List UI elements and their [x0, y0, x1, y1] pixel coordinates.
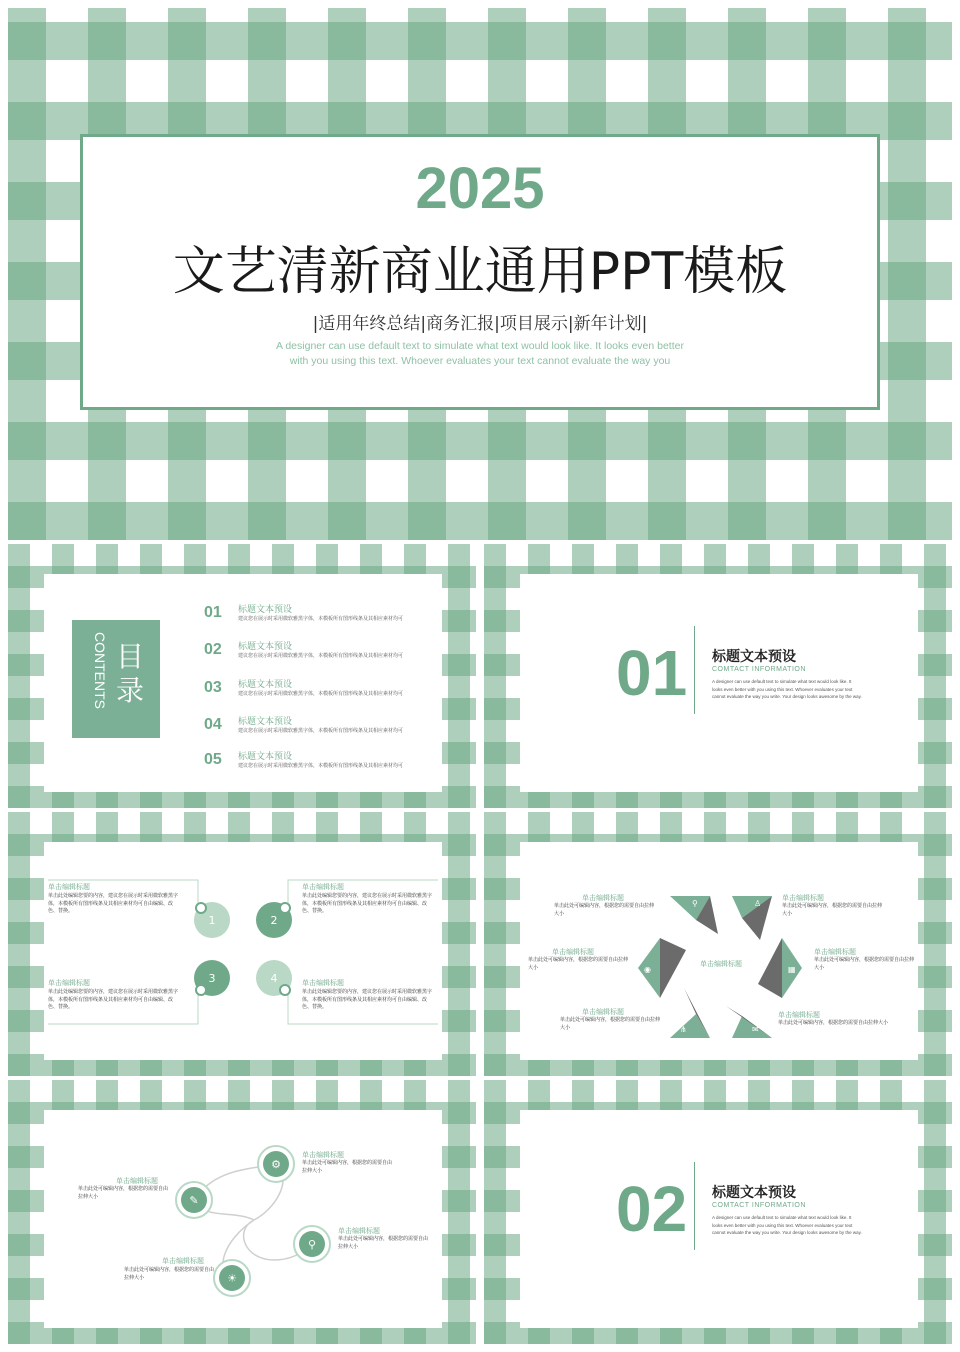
path-diagram	[44, 1110, 442, 1328]
cycle-desc: 单击此处可编辑内容，根据您的需要自由拉伸大小	[528, 957, 629, 971]
gear-icon: ⚙	[271, 1158, 281, 1171]
path-label[interactable]: 单击编辑标题	[116, 1177, 158, 1185]
cover-subtitle-line1: A designer can use default text to simulate what text would look like. It looks even better	[276, 340, 684, 352]
cover-tags: |适用年终总结|商务汇报|项目展示|新年计划|	[312, 314, 648, 334]
path-card	[44, 1110, 442, 1328]
path-desc: 单击此处可编辑内容，根据您的需要自由拉伸大小	[78, 1186, 169, 1200]
toc-item-title: 标题文本预设	[238, 642, 293, 652]
path-desc: 单击此处可编辑内容，根据您的需要自由拉伸大小	[124, 1267, 215, 1281]
toc-item-desc: 建议您在展示时采用微软雅黑字体，本模板所有图形线条及其相应素材均可	[238, 763, 404, 769]
steps-slide[interactable]	[8, 812, 476, 1076]
step-number: 2	[270, 914, 278, 927]
cycle-desc: 单击此处可编辑内容，根据您的需要自由拉伸大小	[554, 903, 655, 917]
step-label[interactable]: 单击编辑标题	[48, 979, 90, 987]
toc-item-title: 标题文本预设	[238, 752, 293, 762]
toc-title-box	[72, 620, 160, 738]
cycle-label[interactable]: 单击编辑标题	[778, 1011, 820, 1019]
toc-item-num: 01	[204, 604, 222, 621]
chat-icon: ✉	[752, 1025, 759, 1034]
path-label[interactable]: 单击编辑标题	[338, 1227, 380, 1235]
eye-icon: ◉	[644, 965, 651, 974]
step-number: 1	[208, 914, 216, 927]
section-divider	[694, 1162, 695, 1250]
lightbulb-icon: ⚲	[692, 899, 698, 908]
step-number: 3	[208, 972, 216, 985]
section-subtitle-en: COMTACT INFORMATION	[712, 1202, 806, 1209]
cycle-desc: 单击此处可编辑内容，根据您的需要自由拉伸大小	[814, 957, 915, 971]
cover-title-card	[80, 134, 880, 410]
toc-item-desc: 建议您在展示时采用微软雅黑字体，本模板所有图形线条及其相应素材均可	[238, 653, 404, 659]
step-desc: 单击此处编辑您要的内容，建议您在展示时采用微软雅黑字体，本模板所有图形线条及其相应素材均可自由编辑、改色、替换。	[302, 893, 433, 914]
step-dot	[280, 903, 290, 913]
cycle-desc: 单击此处可编辑内容，根据您的需要自由拉伸大小	[560, 1017, 661, 1031]
step-number: 4	[270, 972, 278, 985]
section-02-card	[520, 1110, 918, 1328]
cycle-label[interactable]: 单击编辑标题	[582, 894, 624, 902]
toc-item-num: 05	[204, 751, 222, 768]
toc-item-title: 标题文本预设	[238, 605, 293, 615]
section-number: 02	[616, 1173, 688, 1245]
step-desc: 单击此处编辑您要的内容，建议您在展示时采用微软雅黑字体，本模板所有图形线条及其相应素材均可自由编辑、改色、替换。	[48, 989, 179, 1010]
step-dot	[196, 985, 206, 995]
cover-year: 2025	[415, 156, 545, 221]
toc-item-desc: 建议您在展示时采用微软雅黑字体，本模板所有图形线条及其相应素材均可	[238, 616, 404, 622]
toc-item-desc: 建议您在展示时采用微软雅黑字体，本模板所有图形线条及其相应素材均可	[238, 728, 404, 734]
toc-item-desc: 建议您在展示时采用微软雅黑字体，本模板所有图形线条及其相应素材均可	[238, 691, 404, 697]
cycle-card	[520, 842, 918, 1060]
cycle-arrow	[660, 938, 686, 998]
cycle-desc: 单击此处可编辑内容，根据您的需要自由拉伸大小	[778, 1020, 889, 1026]
section-01-card	[520, 574, 918, 792]
step-label[interactable]: 单击编辑标题	[302, 979, 344, 987]
cycle-label[interactable]: 单击编辑标题	[782, 894, 824, 902]
cycle-desc: 单击此处可编辑内容，根据您的需要自由拉伸大小	[782, 903, 883, 917]
cycle-label[interactable]: 单击编辑标题	[552, 948, 594, 956]
cover-subtitle	[253, 339, 707, 369]
search-icon: ⚲	[307, 1238, 317, 1251]
calendar-icon: ▦	[788, 965, 796, 974]
section-description: A designer can use default text to simulate what text would look like. It looks even better with you using this text. Whoever evaluates your text cannot evaluate the way you write. Your design looks awesome by the way.	[712, 679, 862, 699]
cycle-label[interactable]: 单击编辑标题	[582, 1008, 624, 1016]
toc-card	[44, 574, 442, 792]
share-icon: ⋔	[680, 1025, 687, 1034]
toc-item-num: 02	[204, 641, 222, 658]
step-dot	[196, 903, 206, 913]
pencil-icon: ✎	[189, 1194, 199, 1207]
section-number: 01	[616, 637, 688, 709]
path-desc: 单击此处可编辑内容，根据您的需要自由拉伸大小	[302, 1160, 393, 1174]
cycle-arrow	[758, 938, 782, 998]
step-label[interactable]: 单击编辑标题	[48, 883, 90, 891]
section-subtitle-en: COMTACT INFORMATION	[712, 666, 806, 673]
toc-item-num: 04	[204, 716, 222, 733]
toc-item-num: 03	[204, 679, 222, 696]
cycle-center-label: 单击编辑标题	[700, 960, 742, 968]
cycle-label[interactable]: 单击编辑标题	[814, 948, 856, 956]
steps-card	[44, 842, 442, 1060]
step-label[interactable]: 单击编辑标题	[302, 883, 344, 891]
path-desc: 单击此处可编辑内容，根据您的需要自由拉伸大小	[338, 1236, 429, 1250]
section-01-slide[interactable]	[484, 544, 952, 808]
section-title: 标题文本预设	[712, 1185, 796, 1201]
steps-diagram	[44, 842, 442, 1060]
section-description: A designer can use default text to simulate what text would look like. It looks even better with you using this text. Whoever evaluates your text cannot evaluate the way you write. Your design looks awesome by the way.	[712, 1215, 862, 1235]
cover-title: 文艺清新商业通用PPT模板	[172, 242, 788, 302]
toc-item-title: 标题文本预设	[238, 680, 293, 690]
cycle-segment	[670, 1014, 710, 1038]
toc-item-title: 标题文本预设	[238, 717, 293, 727]
section-title: 标题文本预设	[712, 649, 796, 665]
step-dot	[280, 985, 290, 995]
path-line	[194, 1164, 312, 1278]
path-slide[interactable]	[8, 1080, 476, 1344]
path-label[interactable]: 单击编辑标题	[302, 1151, 344, 1159]
toc-title-en: CONTENTS	[92, 632, 108, 709]
cycle-slide[interactable]	[484, 812, 952, 1076]
path-label[interactable]: 单击编辑标题	[162, 1257, 204, 1265]
step-desc: 单击此处编辑您要的内容，建议您在展示时采用微软雅黑字体，本模板所有图形线条及其相应素材均可自由编辑、改色、替换。	[302, 989, 433, 1010]
cover-subtitle-line2: with you using this text. Whoever evaluates your text cannot evaluate the way you	[289, 355, 671, 367]
cover-slide[interactable]	[8, 8, 952, 540]
toc-title-cn: 目录	[116, 640, 145, 707]
step-desc: 单击此处编辑您要的内容，建议您在展示时采用微软雅黑字体，本模板所有图形线条及其相应素材均可自由编辑、改色、替换。	[48, 893, 179, 914]
section-divider	[694, 626, 695, 714]
toc-slide[interactable]	[8, 544, 476, 808]
user-icon: ♙	[754, 899, 762, 908]
lightbulb-icon: ☀	[227, 1272, 237, 1285]
section-02-slide[interactable]	[484, 1080, 952, 1344]
